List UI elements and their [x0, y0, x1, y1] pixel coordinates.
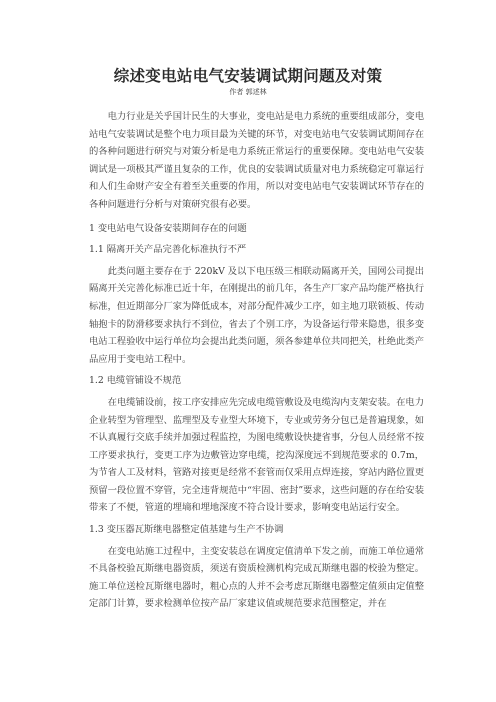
intro-paragraph: 电力行业是关乎国计民生的大事业，变电站是电力系统的重要组成部分，变电站电气安装调试是整个电力项目最为关键的环节，对变电站电气安装调试期间存在的各种问题进行研究与对策分析是电力系统正常运行的重要保障。变电站电气安装调试是一项极其严谨且复杂的工作，优良的安装调试质量对电力系统稳定可靠运行和人们生命财产安全有着至关重要的作用，所以对变电站电气安装调试环节存在的各种问题进行分析与对策研究很有必要。 [89, 111, 424, 210]
subsection-paragraph-1-1: 此类问题主要存在于 220kV 及以下电压级三相联动隔离开关，国网公司提出隔离开关完善化标准已近十年，在刚提出的前几年，各生产厂家产品均能严格执行标准，但近期部分厂家为降低成本，对部分配件减少工序，如主地刀联锁板、传动轴抱卡的防滑移要求执行不到位，省去了个别工序，为设备运行带来隐患，很多变电站工程验收中运行单位均会提出此类问题，须各参建单位共同把关，杜绝此类产品应用于变电站工程中。 [89, 265, 424, 365]
document-author: 作者 郭述林 [229, 88, 267, 96]
subsection-heading-1-1: 1.1 隔离开关产品完善化标准执行不严 [89, 244, 247, 256]
subsection-heading-1-3: 1.3 变压器瓦斯继电器整定值基建与生产不协调 [89, 524, 284, 536]
subsection-paragraph-1-2: 在电缆铺设前，按工序安排应先完成电缆管敷设及电缆沟内支架安装。在电力企业转型为管理型、监理型及专业型大环境下，专业或劳务分包已是普遍现象，如不认真履行交底手续并加强过程监控，为图电缆敷设快捷省事，分包人员经常不按工序要求执行，变更工序为边敷管边穿电缆，挖沟深度远不到规范要求的 0.7m，为节省人工及材料，管路对接更是经常不套管而仅采用点焊连接，穿站内路位置更预留一段位置不穿管，完全违背规范中“牢固、密封”要求，这些问题的存在给安装带来了不便，管道的埋墒和埋地深度不符合设计要求，影响变电站运行安全。 [89, 396, 424, 514]
document-title: 综述变电站电气安装调试期问题及对策 [113, 67, 383, 85]
document-body [89, 108, 424, 613]
section-heading-1: 1 变电站电气设备安装期间存在的问题 [89, 222, 247, 234]
subsection-heading-1-2: 1.2 电缆管铺设不规范 [89, 375, 182, 387]
subsection-paragraph-1-3: 在变电站施工过程中，主变安装总在调度定值清单下发之前，而施工单位通常不具备校验瓦斯继电器资质，须送有资质检测机构完成瓦斯继电器的校验为整定。施工单位送检瓦斯继电器时，粗心点的人并不会考虑瓦斯继电器整定值须由定值整定部门计算，要求检测单位按产品厂家建议值或规范要求范围整定，并在 [89, 545, 424, 610]
